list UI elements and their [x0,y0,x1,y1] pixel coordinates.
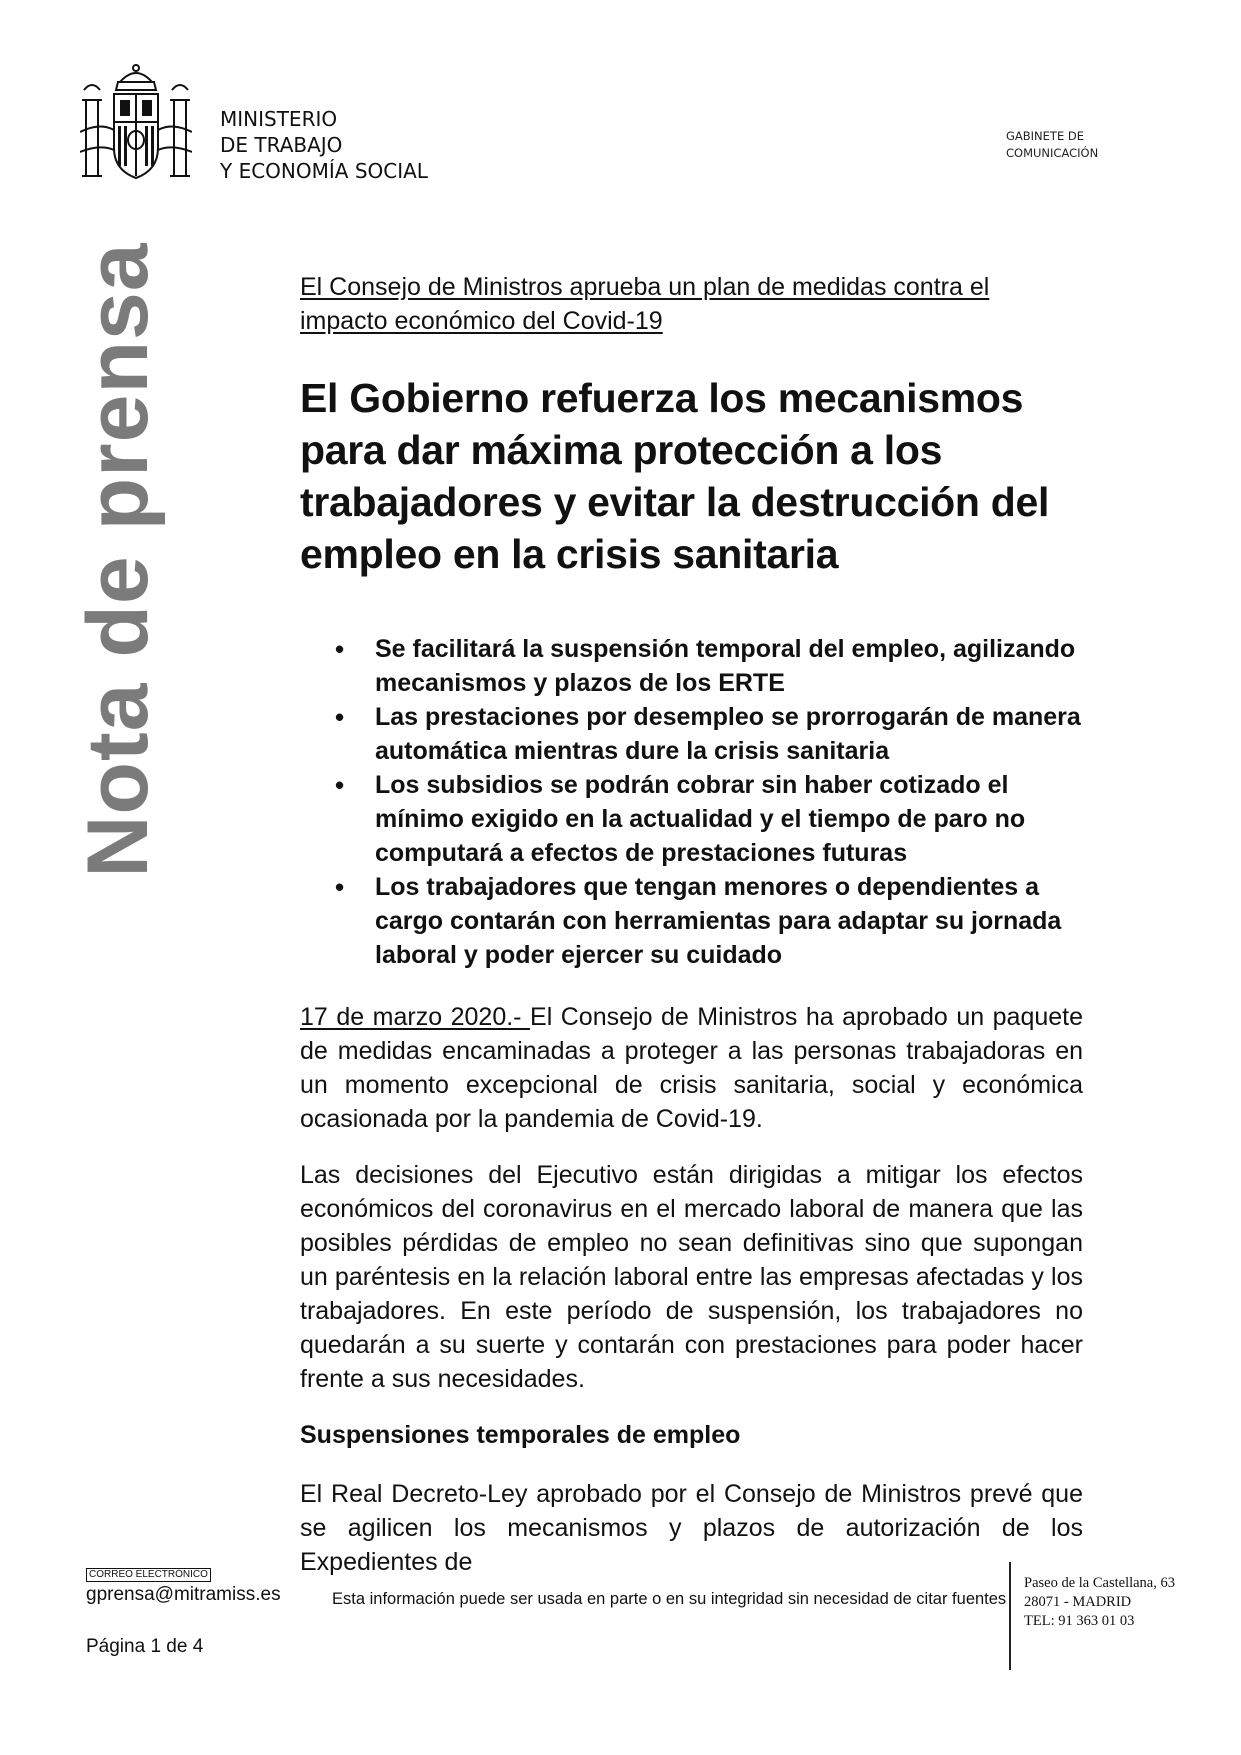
section-heading: Suspensiones temporales de empleo [300,1421,741,1449]
highlight-item: • Las prestaciones por desempleo se prorrogarán de manera automática mientras dure la crisis sanitaria [335,700,1095,768]
paragraph-1 [300,1000,1083,1136]
usage-note: Esta información puede ser usada en parte o en su integridad sin necesidad de citar fuentes [332,1590,1007,1608]
press-release-label: Nota de prensa [70,242,166,878]
cabinet-label [1006,128,1098,162]
paragraph-3: El Real Decreto-Ley aprobado por el Consejo de Ministros prevé que se agilicen los mecanismos y plazos de autorización de los Expedientes de [300,1480,1083,1576]
paragraph-1-text: El Consejo de Ministros ha aprobado un paquete de medidas encaminadas a proteger a las personas trabajadoras en un momento excepcional de crisis sanitaria, social y económica ocasionada por la pandemia de Covid-19. [300,1003,1084,1133]
cabinet-line-1: GABINETE DE [1006,129,1084,143]
page-number: Página 1 de 4 [86,1636,204,1657]
kicker: El Consejo de Ministros aprueba un plan de medidas contra el impacto económico del Covid-19 [300,273,990,335]
highlight-item: • Se facilitará la suspensión temporal del empleo, agilizando mecanismos y plazos de los ERTE [335,632,1095,700]
ministry-line-1: MINISTERIO [220,107,338,131]
coat-of-arms-logo [80,60,192,192]
ministry-line-2: DE TRABAJO [220,133,343,157]
cabinet-line-2: COMUNICACIÓN [1006,146,1099,160]
address-line-3: TEL: 91 363 01 03 [1024,1613,1135,1629]
highlight-item: • Los subsidios se podrán cobrar sin haber cotizado el mínimo exigido en la actualidad y el tiempo de paro no computará a efectos de prestaciones futuras [335,768,1095,870]
address-line-1: Paseo de la Castellana, 63 [1024,1575,1175,1591]
headline: El Gobierno refuerza los mecanismos para dar máxima protección a los trabajadores y evitar la destrucción del empleo en la crisis sanitaria [300,375,1050,577]
postal-address [1024,1574,1175,1631]
paragraph-2: Las decisiones del Ejecutivo están dirigidas a mitigar los efectos económicos del coronavirus en el mercado laboral de manera que las posibles pérdidas de empleo no sean definitivas sino que supongan un paréntesis en la relación laboral entre las empresas afectadas y los trabajadores. En este período de suspensión, los trabajadores no quedarán a su suerte y contarán con prestaciones para poder hacer frente a sus necesidades. [300,1161,1083,1393]
highlight-item: • Los trabajadores que tengan menores o dependientes a cargo contarán con herramientas para adaptar su jornada laboral y poder ejercer su cuidado [335,870,1095,972]
side-label-container [70,242,166,878]
footer-divider [1009,1562,1011,1670]
contact-email: gprensa@mitramiss.es [86,1584,281,1605]
email-label: CORREO ELECTRÓNICO [86,1568,211,1582]
address-line-2: 28071 - MADRID [1024,1594,1132,1610]
dateline: 17 de marzo 2020.- [300,1003,531,1031]
ministry-name [220,106,428,184]
highlights-list [335,632,1095,972]
ministry-line-3: Y ECONOMÍA SOCIAL [220,159,428,183]
